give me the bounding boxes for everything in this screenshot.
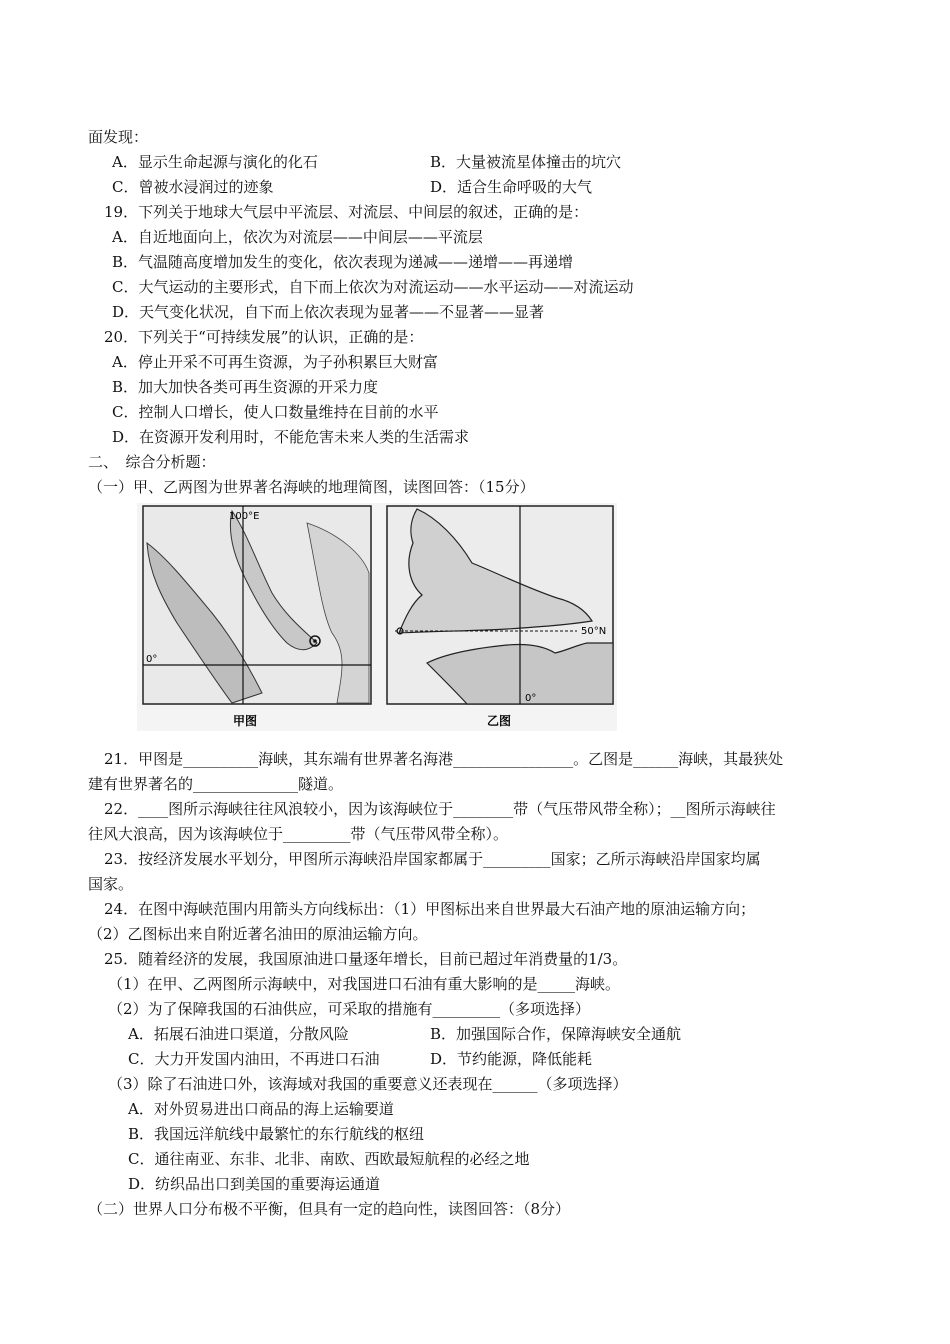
option-b: B．加大加快各类可再生资源的开采力度 [112, 378, 379, 396]
option-a: A．拓展石油进口渠道，分散风险 [128, 1025, 349, 1043]
option-a: A．停止开采不可再生资源，为子孙积累巨大财富 [112, 353, 438, 371]
option-a: A．对外贸易进出口商品的海上运输要道 [128, 1100, 394, 1118]
map-a-meridian-label: 100°E [229, 511, 260, 522]
question-24: 24．在图中海峡范围内用箭头方向线标出：（1）甲图标出来自世界最大石油产地的原油运输方向； [104, 900, 756, 918]
part-one-heading: （一）甲、乙两图为世界著名海峡的地理简图，读图回答：（15分） [88, 478, 535, 496]
option-b: B．大量被流星体撞击的坑穴 [430, 153, 622, 171]
text-line: 面发现： [88, 128, 149, 146]
part-two-heading: （二）世界人口分布极不平衡，但具有一定的趋向性，读图回答：（8分） [88, 1200, 571, 1218]
sub-question-1: （1）在甲、乙两图所示海峡中，对我国进口石油有重大影响的是_____海峡。 [108, 975, 621, 993]
map-b-meridian-label: 0° [525, 693, 537, 704]
sub-question-3: （3）除了石油进口外，该海域对我国的重要意义还表现在______（多项选择） [108, 1075, 628, 1093]
option-d: D．适合生命呼吸的大气 [430, 178, 593, 196]
question-19: 19．下列关于地球大气层中平流层、对流层、中间层的叙述，正确的是： [104, 203, 589, 221]
option-d: D．纺织品出口到美国的重要海运通道 [128, 1175, 381, 1193]
option-c: C．大力开发国内油田，不再进口石油 [128, 1050, 380, 1068]
option-d: D．节约能源，降低能耗 [430, 1050, 593, 1068]
option-c: C．控制人口增长，使人口数量维持在目前的水平 [112, 403, 439, 421]
map-b-parallel-label: 50°N [581, 626, 607, 637]
map-b-caption: 乙图 [487, 714, 512, 728]
strait-maps-figure [137, 503, 617, 731]
option-c: C．大气运动的主要形式，自下而上依次为对流运动——水平运动——对流运动 [112, 278, 634, 296]
option-b: B．加强国际合作，保障海峡安全通航 [430, 1025, 682, 1043]
section-heading: 二、 综合分析题： [88, 453, 216, 471]
option-d: D．天气变化状况，自下而上依次表现为显著——不显著——显著 [112, 303, 545, 321]
text-line: 国家。 [88, 875, 134, 893]
question-23: 23．按经济发展水平划分，甲图所示海峡沿岸国家都属于_________国家；乙所示海峡沿岸国家均属 [104, 850, 761, 868]
option-d: D．在资源开发利用时，不能危害未来人类的生活需求 [112, 428, 470, 446]
question-25: 25．随着经济的发展，我国原油进口量逐年增长，目前已超过年消费量的1/3。 [104, 950, 628, 968]
map-a-equator-label: 0° [146, 654, 158, 665]
option-c: C．曾被水浸润过的迹象 [112, 178, 274, 196]
text-line: （2）乙图标出来自附近著名油田的原油运输方向。 [88, 925, 428, 943]
question-22: 22．____图所示海峡往往风浪较小，因为该海峡位于________带（气压带风带全称）；__图所示海峡往 [104, 800, 776, 818]
strait-maps-svg [137, 503, 617, 731]
map-a-caption: 甲图 [233, 714, 258, 728]
sub-question-2: （2）为了保障我国的石油供应，可采取的措施有_________（多项选择） [108, 1000, 591, 1018]
option-c: C．通往南亚、东非、北非、南欧、西欧最短航程的必经之地 [128, 1150, 530, 1168]
question-20: 20．下列关于“可持续发展”的认识，正确的是： [104, 328, 424, 346]
option-b: B．气温随高度增加发生的变化，依次表现为递减——递增——再递增 [112, 253, 574, 271]
question-21: 21．甲图是__________海峡，其东端有世界著名海港________________。乙图是______海峡，其最狭处 [104, 750, 784, 768]
option-a: A．显示生命起源与演化的化石 [112, 153, 318, 171]
text-line: 往风大浪高，因为该海峡位于_________带（气压带风带全称）。 [88, 825, 509, 843]
option-b: B．我国远洋航线中最繁忙的东行航线的枢纽 [128, 1125, 425, 1143]
text-line: 建有世界著名的______________隧道。 [88, 775, 344, 793]
option-a: A．自近地面向上，依次为对流层——中间层——平流层 [112, 228, 483, 246]
